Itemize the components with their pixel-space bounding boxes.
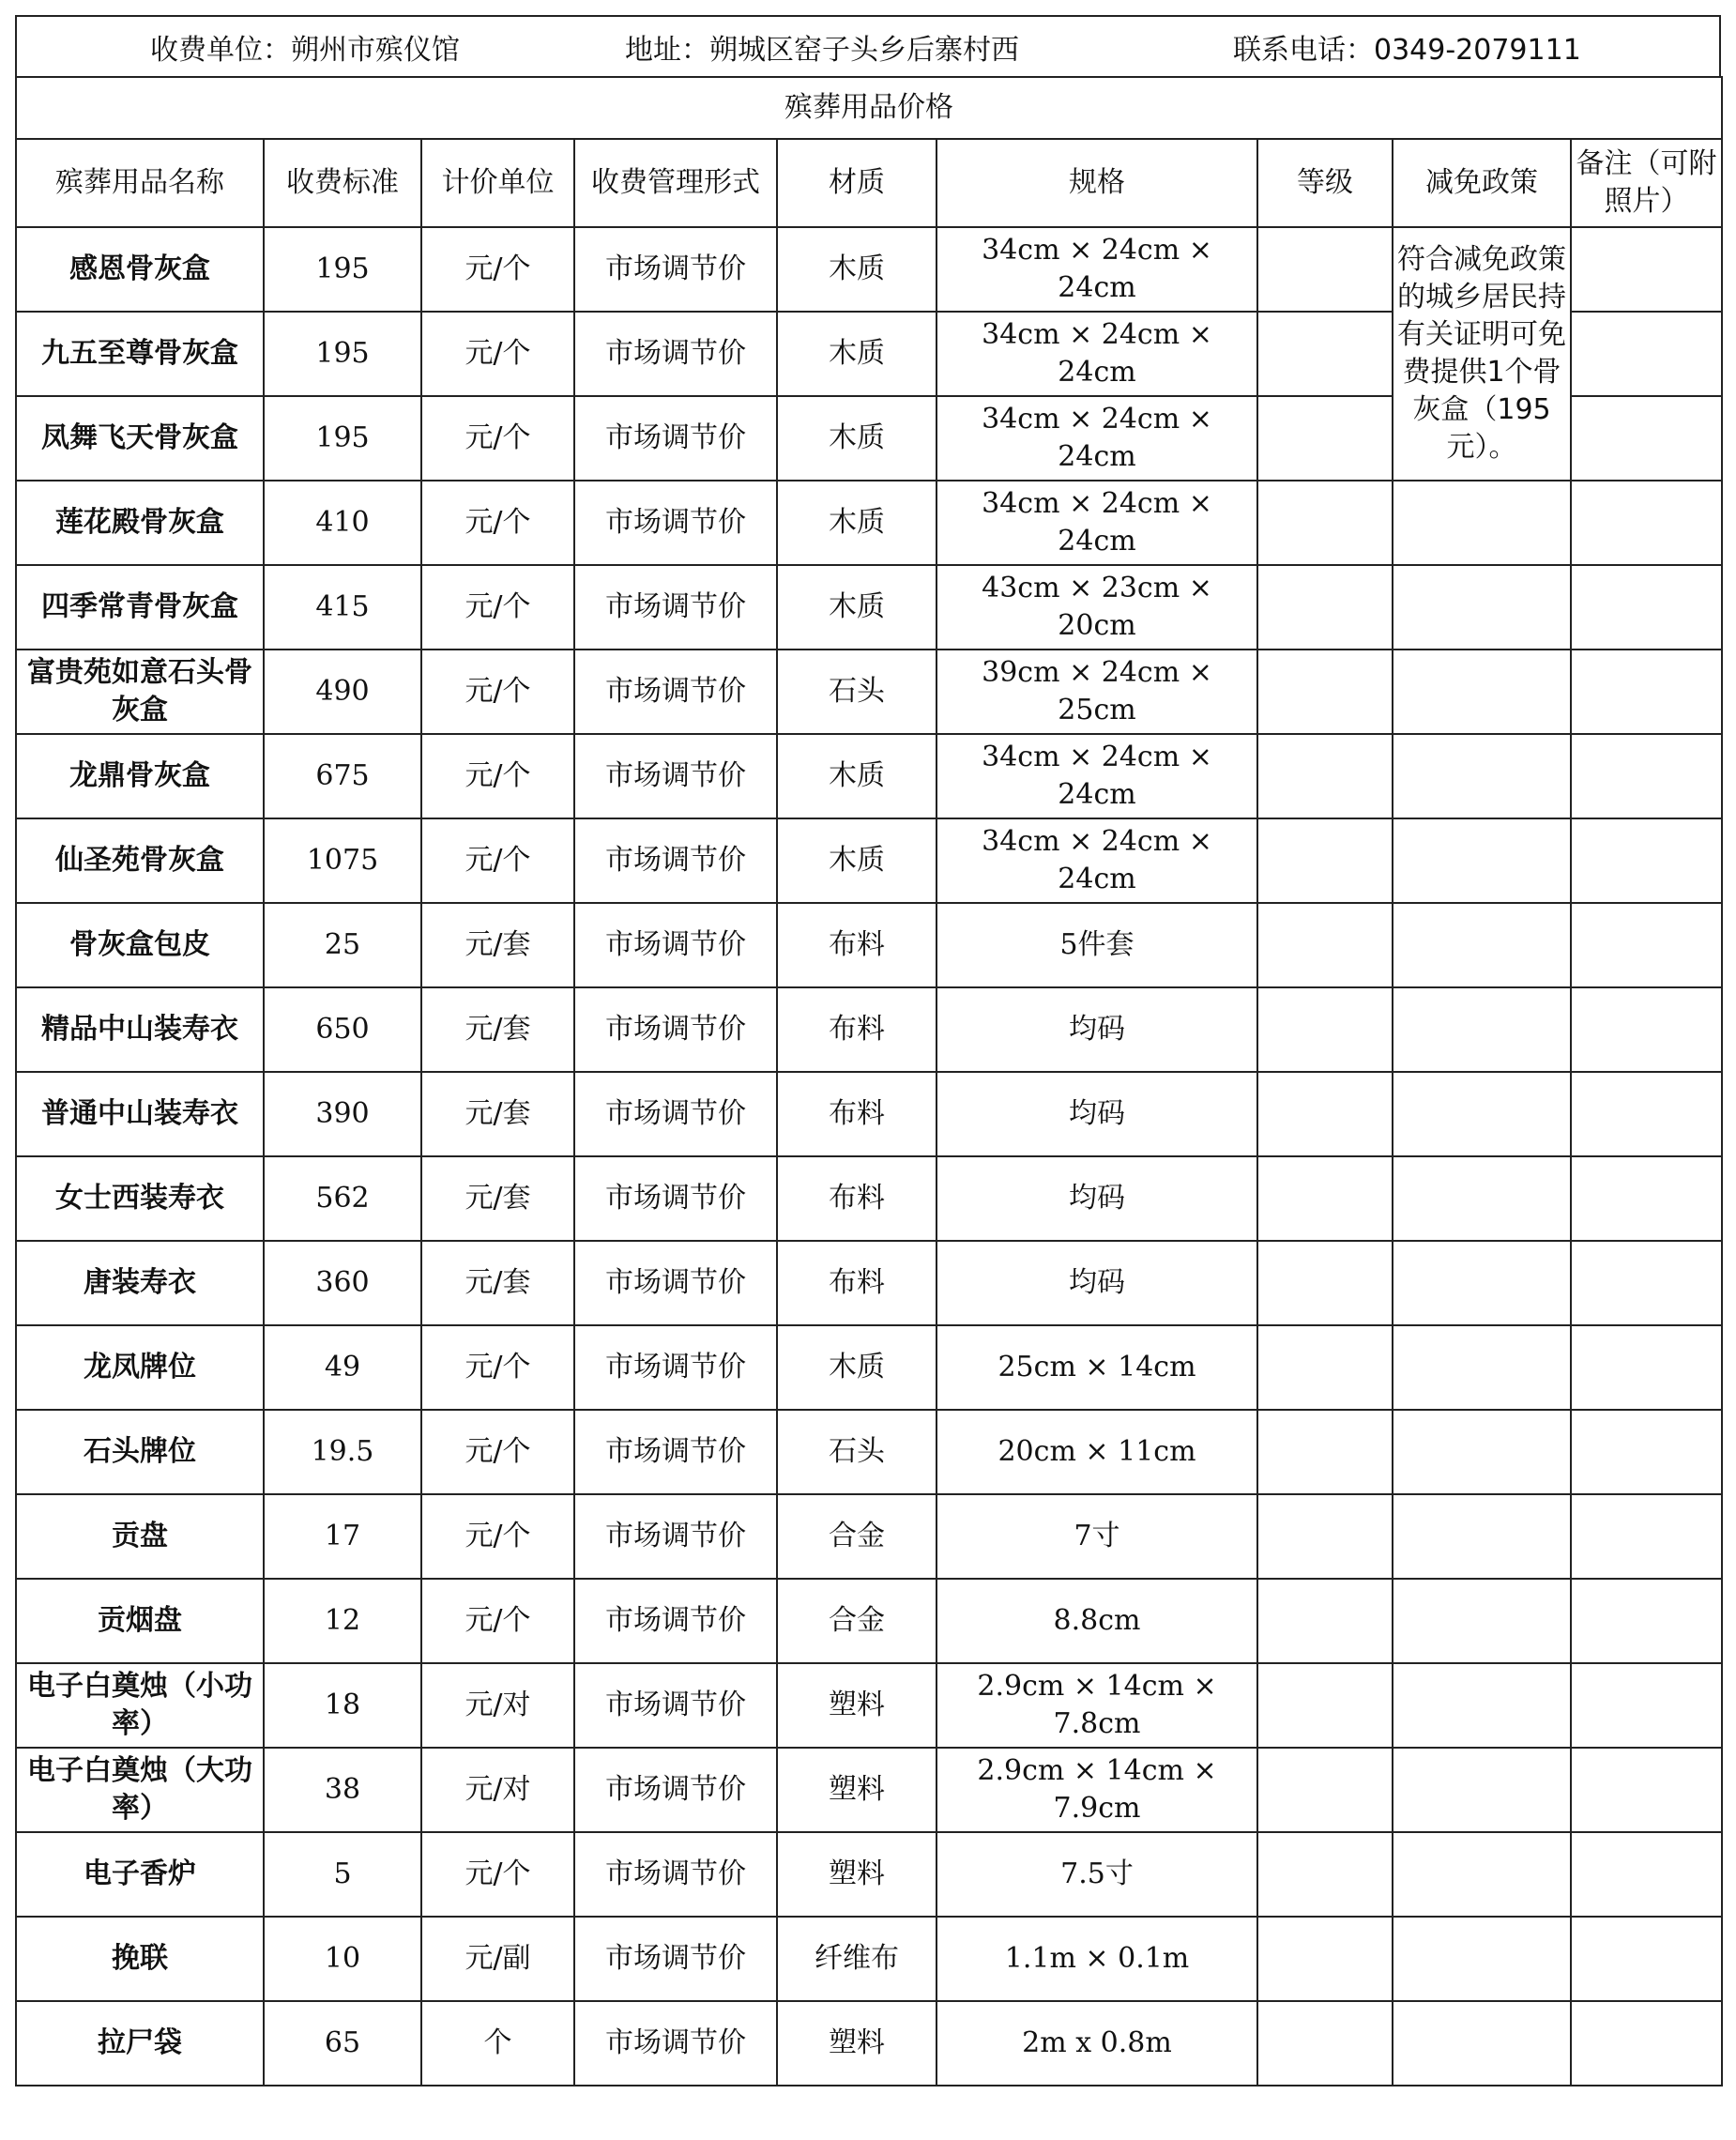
unit-cell: 元/个 xyxy=(421,227,574,312)
unit-cell: 元/个 xyxy=(421,734,574,818)
material-cell: 塑料 xyxy=(777,1663,937,1748)
price-table xyxy=(15,76,1723,2086)
policy-cell xyxy=(1393,987,1571,1072)
policy-cell xyxy=(1393,565,1571,650)
pricing-form-cell: 市场调节价 xyxy=(574,818,777,903)
grade-cell xyxy=(1257,312,1393,396)
policy-cell xyxy=(1393,818,1571,903)
grade-cell xyxy=(1257,1494,1393,1579)
pricing-form-cell: 市场调节价 xyxy=(574,1917,777,2001)
spec-cell: 7寸 xyxy=(937,1494,1257,1579)
remark-cell xyxy=(1571,1072,1722,1156)
item-name-cell: 拉尸袋 xyxy=(16,2001,264,2086)
unit-cell: 元/个 xyxy=(421,1410,574,1494)
remark-cell xyxy=(1571,903,1722,987)
unit-cell: 元/个 xyxy=(421,818,574,903)
price-cell: 562 xyxy=(264,1156,421,1241)
remark-cell xyxy=(1571,227,1722,312)
table-row xyxy=(16,650,1722,734)
grade-cell xyxy=(1257,565,1393,650)
policy-cell xyxy=(1393,1072,1571,1156)
item-name-cell: 石头牌位 xyxy=(16,1410,264,1494)
unit-cell: 元/套 xyxy=(421,903,574,987)
pricing-form-cell: 市场调节价 xyxy=(574,1663,777,1748)
table-row xyxy=(16,903,1722,987)
policy-cell xyxy=(1393,481,1571,565)
item-name-cell: 莲花殿骨灰盒 xyxy=(16,481,264,565)
column-header-policy: 减免政策 xyxy=(1393,139,1571,227)
grade-cell xyxy=(1257,396,1393,481)
policy-cell xyxy=(1393,1494,1571,1579)
remark-cell xyxy=(1571,818,1722,903)
remark-cell xyxy=(1571,1241,1722,1325)
unit-cell: 元/对 xyxy=(421,1663,574,1748)
material-cell: 布料 xyxy=(777,987,937,1072)
material-cell: 木质 xyxy=(777,565,937,650)
price-cell: 65 xyxy=(264,2001,421,2086)
material-cell: 塑料 xyxy=(777,1832,937,1917)
item-name-cell: 贡盘 xyxy=(16,1494,264,1579)
grade-cell xyxy=(1257,1917,1393,2001)
unit-cell: 元/套 xyxy=(421,1072,574,1156)
unit-cell: 元/个 xyxy=(421,1579,574,1663)
price-cell: 49 xyxy=(264,1325,421,1410)
unit-cell: 元/个 xyxy=(421,565,574,650)
table-body xyxy=(16,227,1722,2086)
price-cell: 195 xyxy=(264,312,421,396)
material-cell: 石头 xyxy=(777,650,937,734)
grade-cell xyxy=(1257,2001,1393,2086)
price-cell: 1075 xyxy=(264,818,421,903)
unit-cell: 元/个 xyxy=(421,650,574,734)
fee-unit-label: 收费单位：朔州市殡仪馆 xyxy=(150,33,460,67)
item-name-cell: 龙凤牌位 xyxy=(16,1325,264,1410)
price-cell: 12 xyxy=(264,1579,421,1663)
item-name-cell: 龙鼎骨灰盒 xyxy=(16,734,264,818)
table-row xyxy=(16,818,1722,903)
policy-cell xyxy=(1393,650,1571,734)
material-cell: 合金 xyxy=(777,1579,937,1663)
column-header-material: 材质 xyxy=(777,139,937,227)
remark-cell xyxy=(1571,1325,1722,1410)
unit-cell: 元/副 xyxy=(421,1917,574,2001)
table-row xyxy=(16,1917,1722,2001)
spec-cell: 8.8cm xyxy=(937,1579,1257,1663)
remark-cell xyxy=(1571,1917,1722,2001)
price-cell: 195 xyxy=(264,396,421,481)
pricing-form-cell: 市场调节价 xyxy=(574,481,777,565)
price-cell: 360 xyxy=(264,1241,421,1325)
table-row xyxy=(16,1241,1722,1325)
remark-cell xyxy=(1571,1832,1722,1917)
spec-cell: 均码 xyxy=(937,1156,1257,1241)
grade-cell xyxy=(1257,650,1393,734)
grade-cell xyxy=(1257,1579,1393,1663)
item-name-cell: 九五至尊骨灰盒 xyxy=(16,312,264,396)
pricing-form-cell: 市场调节价 xyxy=(574,734,777,818)
pricing-form-cell: 市场调节价 xyxy=(574,650,777,734)
table-row xyxy=(16,227,1722,312)
price-cell: 415 xyxy=(264,565,421,650)
material-cell: 布料 xyxy=(777,1156,937,1241)
spec-cell: 2m x 0.8m xyxy=(937,2001,1257,2086)
column-header-form: 收费管理形式 xyxy=(574,139,777,227)
column-header-row xyxy=(16,139,1722,227)
item-name-cell: 唐装寿衣 xyxy=(16,1241,264,1325)
document-header xyxy=(15,15,1721,76)
pricing-form-cell: 市场调节价 xyxy=(574,396,777,481)
unit-cell: 元/对 xyxy=(421,1748,574,1832)
spec-cell: 2.9cm × 14cm × 7.9cm xyxy=(937,1748,1257,1832)
table-row xyxy=(16,1748,1722,1832)
spec-cell: 34cm × 24cm × 24cm xyxy=(937,312,1257,396)
policy-cell xyxy=(1393,1748,1571,1832)
material-cell: 布料 xyxy=(777,903,937,987)
remark-cell xyxy=(1571,1748,1722,1832)
spec-cell: 43cm × 23cm × 20cm xyxy=(937,565,1257,650)
remark-cell xyxy=(1571,1410,1722,1494)
material-cell: 布料 xyxy=(777,1241,937,1325)
policy-cell xyxy=(1393,1156,1571,1241)
table-row xyxy=(16,565,1722,650)
column-header-price: 收费标准 xyxy=(264,139,421,227)
grade-cell xyxy=(1257,987,1393,1072)
remark-cell xyxy=(1571,312,1722,396)
remark-cell xyxy=(1571,734,1722,818)
policy-cell xyxy=(1393,1917,1571,2001)
price-cell: 17 xyxy=(264,1494,421,1579)
price-cell: 38 xyxy=(264,1748,421,1832)
policy-cell xyxy=(1393,2001,1571,2086)
pricing-form-cell: 市场调节价 xyxy=(574,1072,777,1156)
grade-cell xyxy=(1257,1156,1393,1241)
material-cell: 塑料 xyxy=(777,1748,937,1832)
unit-cell: 元/个 xyxy=(421,1325,574,1410)
material-cell: 木质 xyxy=(777,227,937,312)
remark-cell xyxy=(1571,565,1722,650)
spec-cell: 34cm × 24cm × 24cm xyxy=(937,734,1257,818)
remark-cell xyxy=(1571,1156,1722,1241)
pricing-form-cell: 市场调节价 xyxy=(574,565,777,650)
item-name-cell: 女士西装寿衣 xyxy=(16,1156,264,1241)
unit-cell: 元/个 xyxy=(421,1832,574,1917)
column-header-remark: 备注（可附照片） xyxy=(1571,139,1722,227)
pricing-form-cell: 市场调节价 xyxy=(574,1410,777,1494)
policy-cell xyxy=(1393,1832,1571,1917)
grade-cell xyxy=(1257,1325,1393,1410)
grade-cell xyxy=(1257,1663,1393,1748)
table-row xyxy=(16,481,1722,565)
address-label: 地址：朔城区窑子头乡后寨村西 xyxy=(625,33,1019,67)
pricing-form-cell: 市场调节价 xyxy=(574,987,777,1072)
spec-cell: 均码 xyxy=(937,987,1257,1072)
price-cell: 19.5 xyxy=(264,1410,421,1494)
pricing-form-cell: 市场调节价 xyxy=(574,903,777,987)
table-row xyxy=(16,2001,1722,2086)
remark-cell xyxy=(1571,396,1722,481)
material-cell: 塑料 xyxy=(777,2001,937,2086)
item-name-cell: 凤舞飞天骨灰盒 xyxy=(16,396,264,481)
item-name-cell: 普通中山装寿衣 xyxy=(16,1072,264,1156)
spec-cell: 34cm × 24cm × 24cm xyxy=(937,818,1257,903)
material-cell: 木质 xyxy=(777,396,937,481)
remark-cell xyxy=(1571,987,1722,1072)
unit-cell: 个 xyxy=(421,2001,574,2086)
table-row xyxy=(16,1663,1722,1748)
price-cell: 25 xyxy=(264,903,421,987)
material-cell: 木质 xyxy=(777,312,937,396)
spec-cell: 5件套 xyxy=(937,903,1257,987)
item-name-cell: 电子白奠烛（大功率） xyxy=(16,1748,264,1832)
pricing-form-cell: 市场调节价 xyxy=(574,227,777,312)
pricing-form-cell: 市场调节价 xyxy=(574,2001,777,2086)
grade-cell xyxy=(1257,1410,1393,1494)
price-cell: 18 xyxy=(264,1663,421,1748)
grade-cell xyxy=(1257,734,1393,818)
item-name-cell: 挽联 xyxy=(16,1917,264,2001)
material-cell: 纤维布 xyxy=(777,1917,937,2001)
policy-cell xyxy=(1393,1579,1571,1663)
material-cell: 木质 xyxy=(777,1325,937,1410)
pricing-form-cell: 市场调节价 xyxy=(574,1241,777,1325)
column-header-spec: 规格 xyxy=(937,139,1257,227)
grade-cell xyxy=(1257,227,1393,312)
price-cell: 10 xyxy=(264,1917,421,2001)
unit-cell: 元/个 xyxy=(421,481,574,565)
table-row xyxy=(16,987,1722,1072)
unit-cell: 元/个 xyxy=(421,396,574,481)
unit-cell: 元/个 xyxy=(421,312,574,396)
table-row xyxy=(16,1494,1722,1579)
column-header-grade: 等级 xyxy=(1257,139,1393,227)
item-name-cell: 仙圣苑骨灰盒 xyxy=(16,818,264,903)
item-name-cell: 精品中山装寿衣 xyxy=(16,987,264,1072)
spec-cell: 39cm × 24cm × 25cm xyxy=(937,650,1257,734)
spec-cell: 均码 xyxy=(937,1241,1257,1325)
phone-label: 联系电话：0349-2079111 xyxy=(1233,33,1581,67)
table-row xyxy=(16,1579,1722,1663)
spec-cell: 34cm × 24cm × 24cm xyxy=(937,227,1257,312)
table-row xyxy=(16,1156,1722,1241)
policy-cell xyxy=(1393,1325,1571,1410)
grade-cell xyxy=(1257,903,1393,987)
spec-cell: 7.5寸 xyxy=(937,1832,1257,1917)
price-cell: 490 xyxy=(264,650,421,734)
remark-cell xyxy=(1571,2001,1722,2086)
price-cell: 675 xyxy=(264,734,421,818)
item-name-cell: 贡烟盘 xyxy=(16,1579,264,1663)
grade-cell xyxy=(1257,1748,1393,1832)
unit-cell: 元/套 xyxy=(421,987,574,1072)
pricing-form-cell: 市场调节价 xyxy=(574,1748,777,1832)
spec-cell: 34cm × 24cm × 24cm xyxy=(937,396,1257,481)
remark-cell xyxy=(1571,1494,1722,1579)
unit-cell: 元/套 xyxy=(421,1156,574,1241)
policy-note-cell: 符合减免政策的城乡居民持有关证明可免费提供1个骨灰盒（195元）。 xyxy=(1393,227,1571,481)
column-header-unit: 计价单位 xyxy=(421,139,574,227)
material-cell: 布料 xyxy=(777,1072,937,1156)
table-row xyxy=(16,1325,1722,1410)
remark-cell xyxy=(1571,1579,1722,1663)
pricing-form-cell: 市场调节价 xyxy=(574,1579,777,1663)
grade-cell xyxy=(1257,1241,1393,1325)
table-row xyxy=(16,734,1722,818)
remark-cell xyxy=(1571,481,1722,565)
grade-cell xyxy=(1257,1072,1393,1156)
item-name-cell: 电子白奠烛（小功率） xyxy=(16,1663,264,1748)
pricing-form-cell: 市场调节价 xyxy=(574,1325,777,1410)
grade-cell xyxy=(1257,481,1393,565)
price-cell: 410 xyxy=(264,481,421,565)
price-cell: 5 xyxy=(264,1832,421,1917)
policy-cell xyxy=(1393,734,1571,818)
spec-cell: 1.1m × 0.1m xyxy=(937,1917,1257,2001)
table-title: 殡葬用品价格 xyxy=(16,77,1722,139)
policy-cell xyxy=(1393,1663,1571,1748)
material-cell: 合金 xyxy=(777,1494,937,1579)
item-name-cell: 电子香炉 xyxy=(16,1832,264,1917)
policy-cell xyxy=(1393,1241,1571,1325)
price-cell: 195 xyxy=(264,227,421,312)
table-row xyxy=(16,1410,1722,1494)
spec-cell: 25cm × 14cm xyxy=(937,1325,1257,1410)
spec-cell: 34cm × 24cm × 24cm xyxy=(937,481,1257,565)
unit-cell: 元/套 xyxy=(421,1241,574,1325)
material-cell: 木质 xyxy=(777,818,937,903)
policy-cell xyxy=(1393,903,1571,987)
pricing-form-cell: 市场调节价 xyxy=(574,312,777,396)
item-name-cell: 四季常青骨灰盒 xyxy=(16,565,264,650)
grade-cell xyxy=(1257,1832,1393,1917)
table-row xyxy=(16,1832,1722,1917)
spec-cell: 2.9cm × 14cm × 7.8cm xyxy=(937,1663,1257,1748)
column-header-name: 殡葬用品名称 xyxy=(16,139,264,227)
material-cell: 木质 xyxy=(777,734,937,818)
material-cell: 石头 xyxy=(777,1410,937,1494)
unit-cell: 元/个 xyxy=(421,1494,574,1579)
item-name-cell: 富贵苑如意石头骨灰盒 xyxy=(16,650,264,734)
spec-cell: 均码 xyxy=(937,1072,1257,1156)
remark-cell xyxy=(1571,1663,1722,1748)
pricing-form-cell: 市场调节价 xyxy=(574,1494,777,1579)
spec-cell: 20cm × 11cm xyxy=(937,1410,1257,1494)
item-name-cell: 感恩骨灰盒 xyxy=(16,227,264,312)
policy-cell xyxy=(1393,1410,1571,1494)
price-cell: 390 xyxy=(264,1072,421,1156)
pricing-form-cell: 市场调节价 xyxy=(574,1832,777,1917)
table-row xyxy=(16,1072,1722,1156)
remark-cell xyxy=(1571,650,1722,734)
pricing-form-cell: 市场调节价 xyxy=(574,1156,777,1241)
price-cell: 650 xyxy=(264,987,421,1072)
item-name-cell: 骨灰盒包皮 xyxy=(16,903,264,987)
material-cell: 木质 xyxy=(777,481,937,565)
grade-cell xyxy=(1257,818,1393,903)
